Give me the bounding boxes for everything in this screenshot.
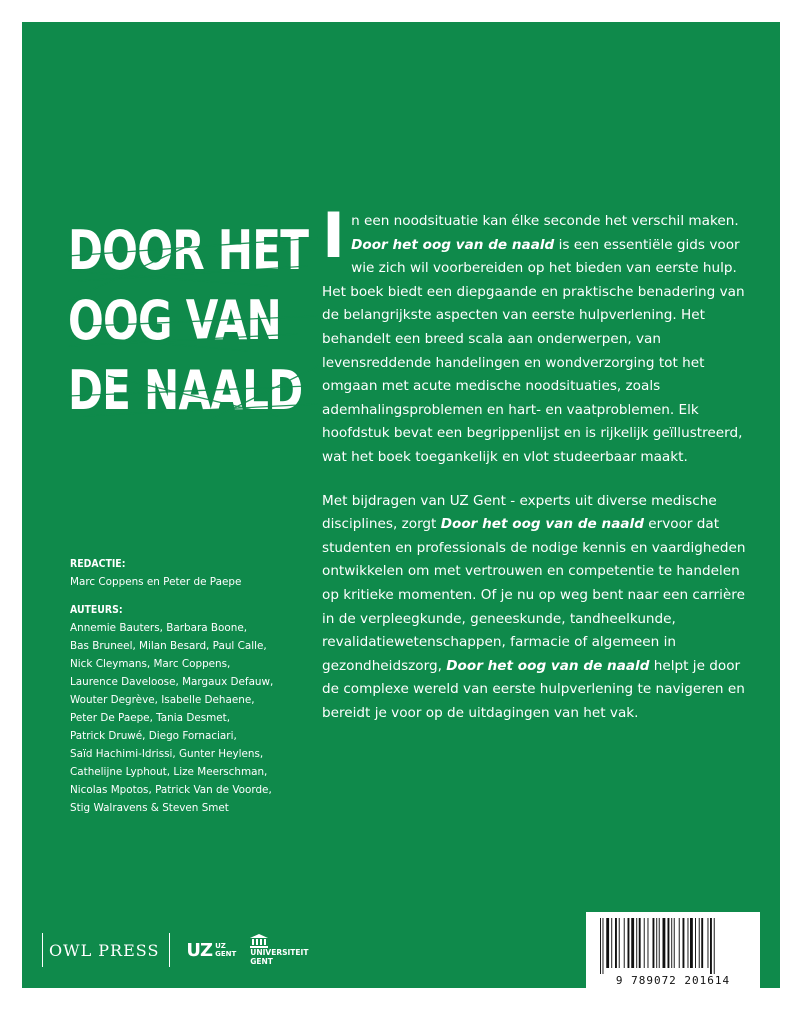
barcode-bar — [701, 918, 703, 968]
drop-cap: I — [322, 199, 346, 272]
title-line-3: DE NAALD — [68, 359, 303, 422]
blurb-p2-text-c: helpt je door de complexe wereld van eerste hulpverlening te navigeren en bereidt je voor op de uitdagingen van het vak. — [322, 657, 745, 721]
barcode-bar — [695, 918, 696, 968]
barcode-bar — [688, 918, 689, 968]
uz-gent-line-2: GENT — [215, 950, 237, 958]
editors-label: REDACTIE: — [70, 557, 126, 570]
uz-gent-wordmark — [215, 942, 236, 958]
barcode-bar — [615, 918, 617, 968]
blurb-paragraph-2 — [322, 490, 752, 726]
barcode-box — [586, 912, 760, 994]
barcode-bar — [631, 918, 634, 968]
barcode-bar — [606, 918, 609, 968]
barcode-bar — [603, 918, 604, 974]
barcode-bar — [644, 918, 645, 968]
editors-section — [70, 555, 310, 591]
authors-line: Patrick Druwé, Diego Fornaciari, — [70, 730, 237, 742]
book-title — [68, 216, 309, 426]
authors-line: Laurence Daveloose, Margaux Defauw, — [70, 676, 274, 688]
ugent-line-1: UNIVERSITEIT — [250, 948, 309, 957]
authors-line: Nicolas Mpotos, Patrick Van de Voorde, — [70, 784, 272, 796]
isbn-barcode — [598, 918, 748, 974]
authors-label: AUTEURS: — [70, 603, 123, 616]
authors-section — [70, 601, 310, 817]
barcode-bar — [708, 918, 709, 968]
barcode-bar — [663, 918, 666, 968]
owl-press-logo: OWL PRESS — [49, 940, 160, 960]
authors-line: Stig Walravens & Steven Smet — [70, 802, 229, 814]
uz-gent-line-1: UZ — [215, 942, 226, 950]
blurb-p1-book-title: Door het oog van de naald — [351, 236, 555, 253]
logo-divider — [42, 933, 43, 967]
authors-line: Peter De Paepe, Tania Desmet, — [70, 712, 231, 724]
barcode-bar — [600, 918, 601, 974]
barcode-bar — [648, 918, 649, 968]
barcode-bar — [714, 918, 715, 974]
blurb-p1-text-a: n een noodsituatie kan élke seconde het verschil maken. — [351, 213, 739, 229]
barcode-bar — [690, 918, 693, 968]
logo-strip — [42, 930, 308, 970]
blurb-paragraph-1 — [322, 199, 752, 470]
barcode-bar — [679, 918, 680, 968]
blurb-p2-book-title-2: Door het oog van de naald — [446, 657, 650, 674]
barcode-bar — [653, 918, 655, 968]
ugent-line-2: GENT — [250, 957, 273, 966]
logo-divider — [169, 933, 170, 967]
authors-line: Cathelijne Lyphout, Lize Meerschman, — [70, 766, 268, 778]
blurb-p1-text-b: is een essentiële gids voor wie zich wil voorbereiden op het bieden van eerste hulp. Het boek biedt een diepgaande en praktische benadering van de belangrijkste aspecten van eerste hulpverlening. Het behandelt een breed scala aan onderwerpen, van levensreddende handelingen en wondverzorging tot het omgaan met acute medische noodsituaties, zoals ademhalingsproblemen en hart- en vaatproblemen. Elk hoofdstuk bevat een begrippenlijst en is rijkelijk geïllustreerd, wat het boek toegankelijk en vlot studeerbaar maakt. — [322, 236, 745, 465]
universiteit-gent-wordmark — [250, 948, 308, 966]
barcode-bar — [639, 918, 641, 968]
universiteit-gent-logo — [250, 934, 308, 966]
barcode-bar — [668, 918, 670, 968]
title-line-1: DOOR HET — [68, 219, 309, 282]
barcode-bar — [683, 918, 685, 968]
editors-names: Marc Coppens en Peter de Paepe — [70, 576, 242, 588]
credits — [70, 555, 310, 817]
title-line-2: OOG VAN — [68, 289, 281, 352]
barcode-bar — [624, 918, 625, 968]
authors-line: Saïd Hachimi-Idrissi, Gunter Heylens, — [70, 748, 264, 760]
blurb-text — [322, 199, 752, 725]
blurb-p2-text-b: ervoor dat studenten en professionals de nodige kennis en vaardigheden ontwikkelen om met vertrouwen en competentie te handelen op kritieke momenten. Of je nu op weg bent naar een carrière in de verpleegkunde, geneeskunde, tandheelkunde, revalidatiewetenschappen, farmacie of algemeen in gezondheidszorg, — [322, 516, 746, 674]
uz-gent-symbol: UZ — [186, 939, 213, 961]
authors-line: Annemie Bauters, Barbara Boone, — [70, 622, 248, 634]
isbn-number: 9 789072 201614 — [615, 974, 731, 987]
authors-line: Bas Bruneel, Milan Besard, Paul Calle, — [70, 640, 267, 652]
barcode-bar — [710, 918, 712, 974]
barcode-bar — [636, 918, 637, 968]
uz-gent-logo — [186, 940, 236, 961]
barcode-bar — [659, 918, 660, 968]
authors-line: Nick Cleymans, Marc Coppens, — [70, 658, 231, 670]
barcode-bar — [699, 918, 700, 968]
authors-line: Wouter Degrève, Isabelle Dehaene, — [70, 694, 255, 706]
barcode-bar — [656, 918, 657, 968]
barcode-bar — [671, 918, 672, 968]
blurb-p2-book-title-1: Door het oog van de naald — [440, 516, 644, 533]
barcode-bar — [611, 918, 612, 968]
barcode-bar — [619, 918, 620, 968]
university-building-icon — [250, 934, 268, 948]
barcode-bar — [628, 918, 630, 968]
blurb-p2-text-a: Met bijdragen van UZ Gent - experts uit diverse medische disciplines, zorgt — [322, 492, 717, 533]
barcode-bar — [674, 918, 675, 968]
